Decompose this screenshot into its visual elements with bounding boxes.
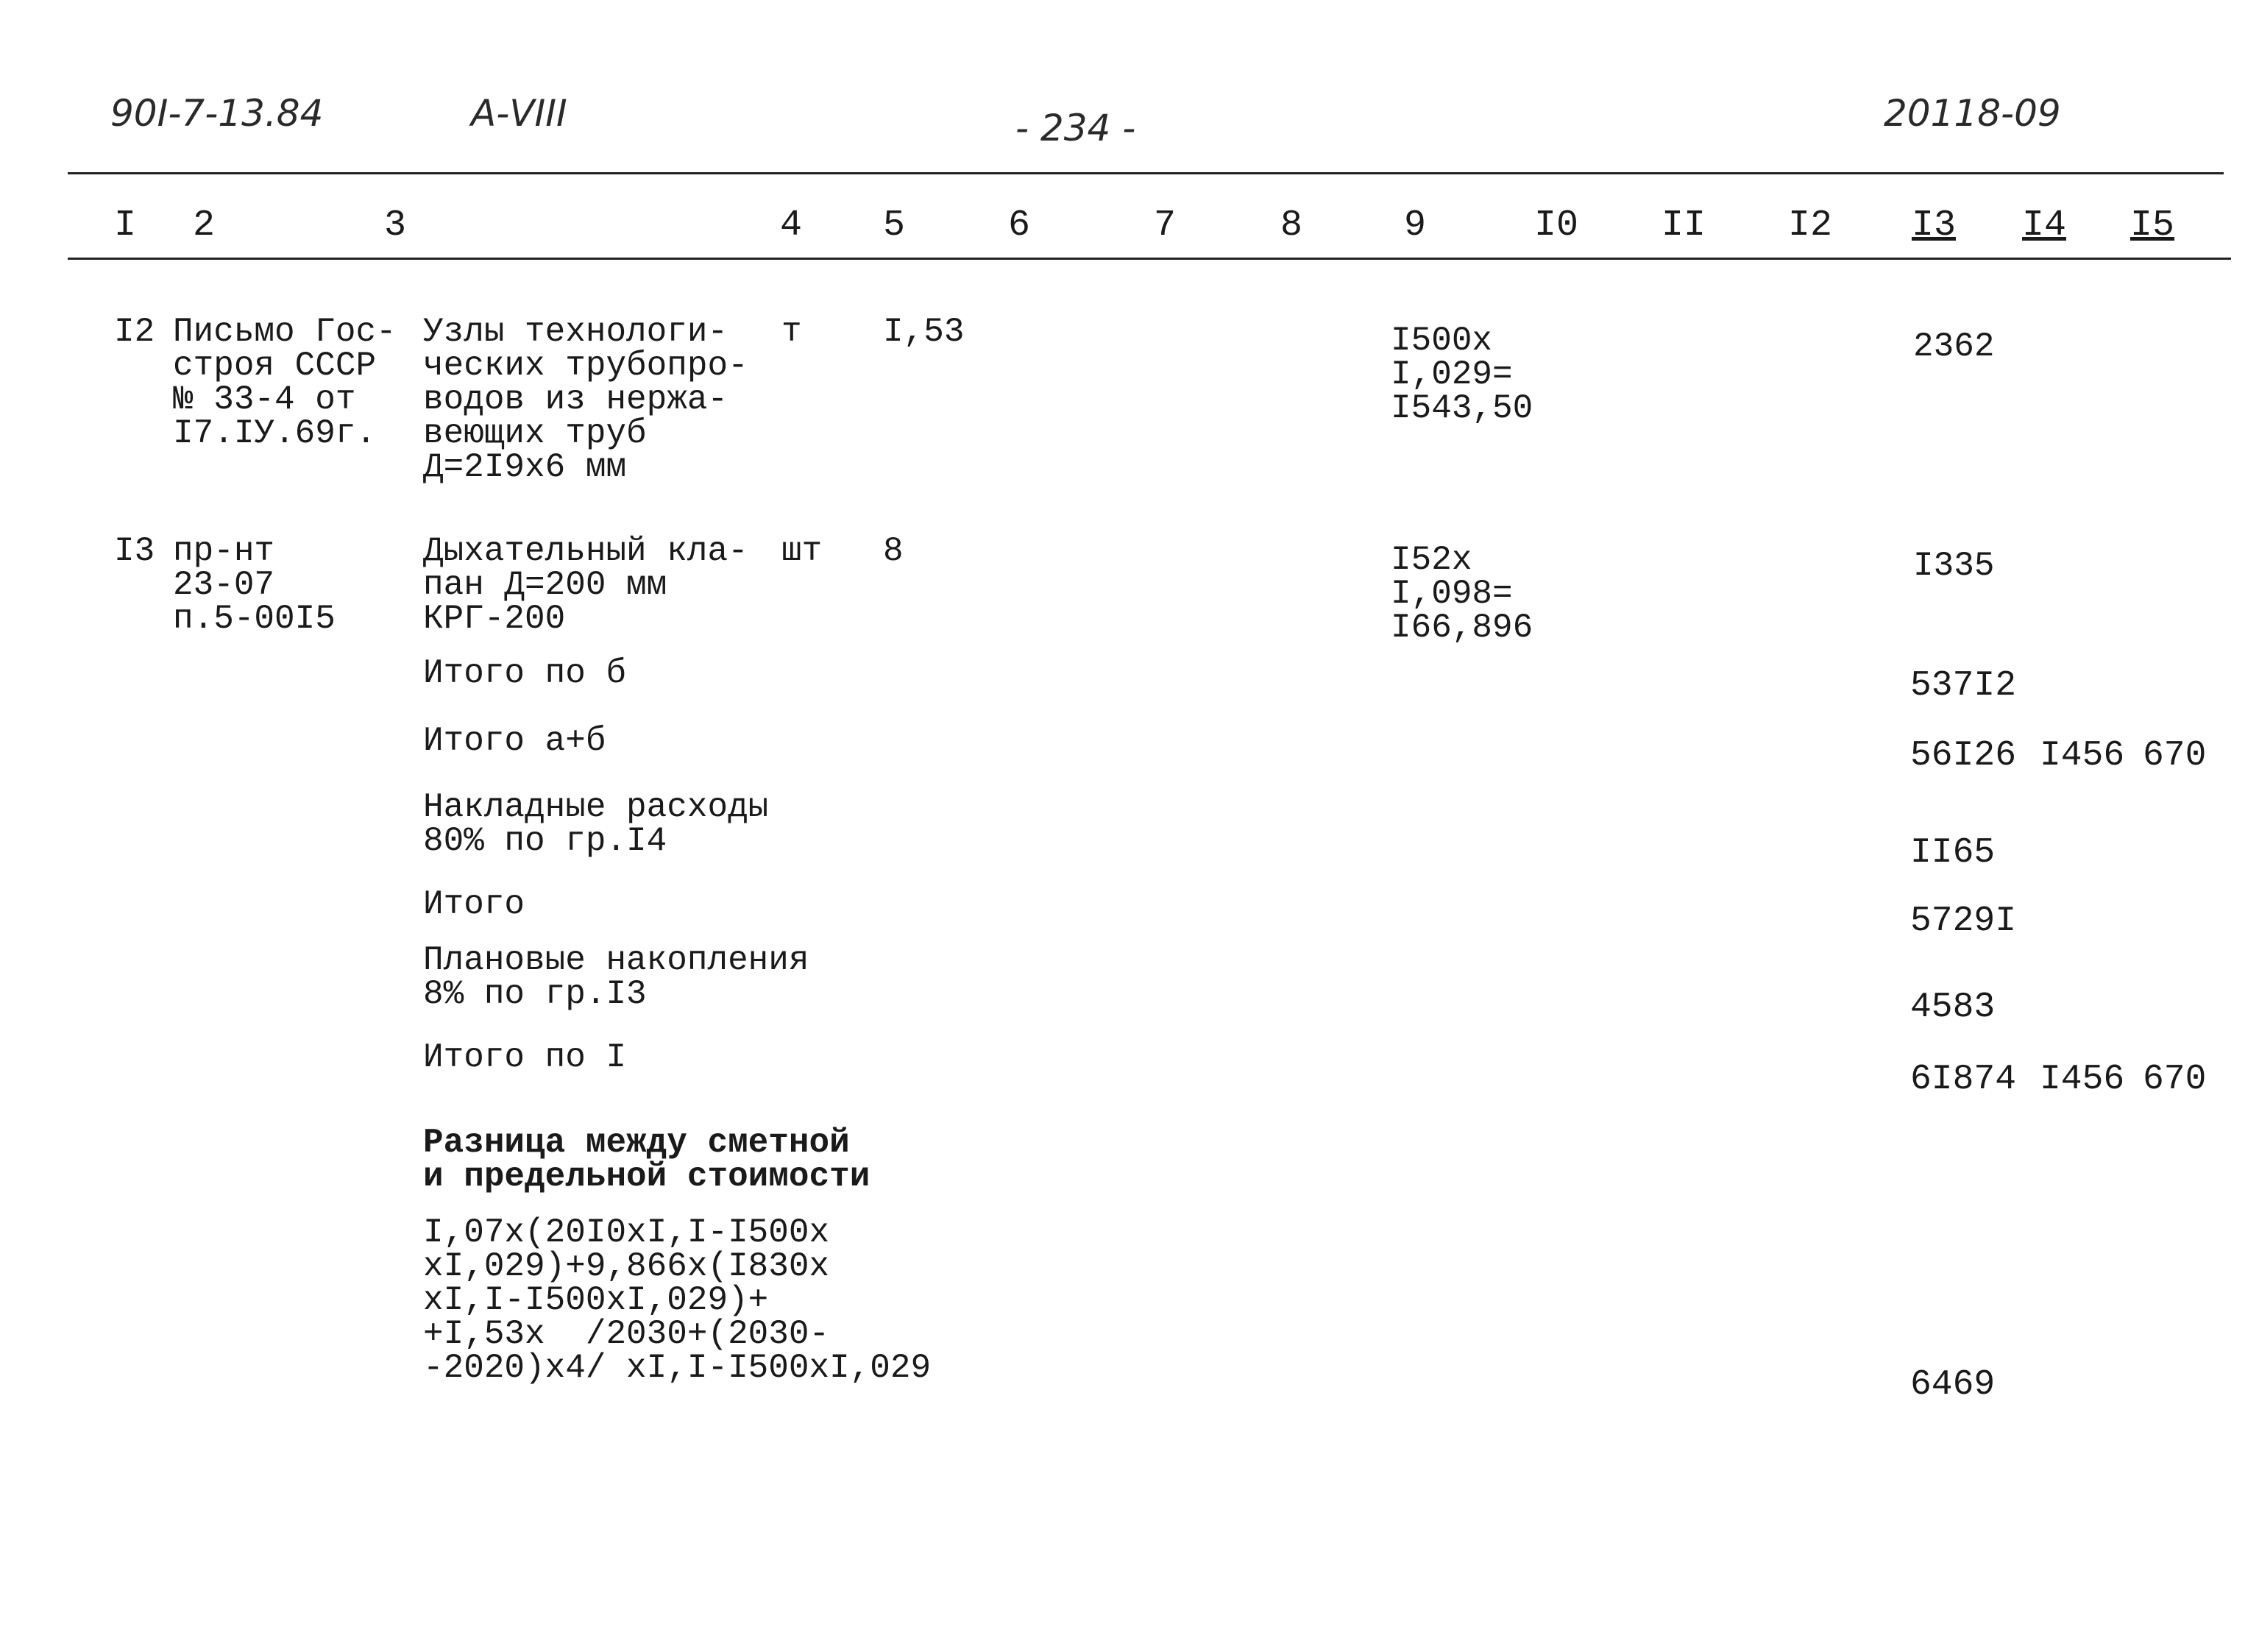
sheet-number: 20118-09 [1884, 92, 2061, 135]
summary-col14: I456 [2040, 1060, 2125, 1099]
col-header-3: 3 [384, 205, 407, 247]
summary-col13: 4583 [1910, 988, 1996, 1027]
row-unit: т [781, 313, 802, 351]
row-basis: пр-нт 23-07 п.5-00I5 [173, 532, 336, 638]
summary-label: Накладные расходы 80% по гр.I4 [423, 788, 769, 860]
summary-col13: 5729I [1910, 901, 2017, 941]
col-header-13: I3 [1912, 205, 1957, 247]
summary-label: Плановые накопления 8% по гр.I3 [423, 941, 809, 1013]
col-header-12: I2 [1788, 205, 1833, 247]
difference-value: 6469 [1910, 1365, 1996, 1405]
col-header-9: 9 [1404, 205, 1427, 247]
summary-label: Итого по б [423, 654, 627, 692]
summary-col15: 670 [2143, 1060, 2207, 1099]
col-header-8: 8 [1280, 205, 1303, 247]
difference-title: Разница между сметной и предельной стоимости [423, 1124, 870, 1196]
row-quantity: 8 [883, 532, 904, 570]
col-header-5: 5 [883, 205, 906, 247]
summary-col14: I456 [2040, 736, 2125, 776]
col-header-11: II [1662, 205, 1706, 247]
row-unit: шт [781, 532, 823, 570]
col-header-1: I [114, 205, 137, 247]
col-header-14: I4 [2022, 205, 2067, 247]
row-unit-price: I52х I,098= I66,896 [1391, 541, 1533, 647]
page-number: - 234 - [1015, 107, 1136, 149]
summary-col13: 6I874 [1910, 1060, 2017, 1099]
summary-col13: II65 [1910, 833, 1996, 873]
summary-label: Итого а+б [423, 722, 606, 760]
top-rule [68, 172, 2224, 174]
col-header-10: I0 [1534, 205, 1579, 247]
row-unit-price: I500х I,029= I543,50 [1391, 322, 1533, 428]
row-total: 2362 [1913, 327, 1995, 366]
col-header-2: 2 [193, 205, 216, 247]
col-header-15: I5 [2130, 205, 2175, 247]
document-code: 90I-7-13.84 [110, 92, 324, 135]
summary-col15: 670 [2143, 736, 2207, 776]
summary-col13: 537I2 [1910, 666, 2017, 706]
row-name: Дыхательный кла- пан Д=200 мм КРГ-200 [423, 532, 748, 638]
col-header-6: 6 [1008, 205, 1031, 247]
row-basis: Письмо Гос- строя СССР № 33-4 от I7.IУ.69г. [173, 313, 397, 453]
row-quantity: I,53 [883, 313, 965, 351]
summary-label: Итого по I [423, 1038, 627, 1077]
row-total: I335 [1913, 547, 1995, 585]
row-number: I3 [114, 532, 155, 570]
difference-formula: I,07х(20I0хI,I-I500х хI,029)+9,866х(I830х хI,I-I500хI,029)+ +I,53х /2030+(2030- -2020)х4/ хI,I-I500хI,029 [423, 1213, 932, 1387]
row-number: I2 [114, 313, 155, 351]
album-label: А-VIII [471, 92, 567, 135]
col-header-7: 7 [1154, 205, 1177, 247]
column-header-rule [68, 258, 2231, 260]
col-header-4: 4 [780, 205, 803, 247]
summary-col13: 56I26 [1910, 736, 2017, 776]
summary-label: Итого [423, 885, 525, 924]
row-name: Узлы технологи- ческих трубопро- водов из нержа- веющих труб Д=2I9х6 мм [423, 313, 748, 486]
